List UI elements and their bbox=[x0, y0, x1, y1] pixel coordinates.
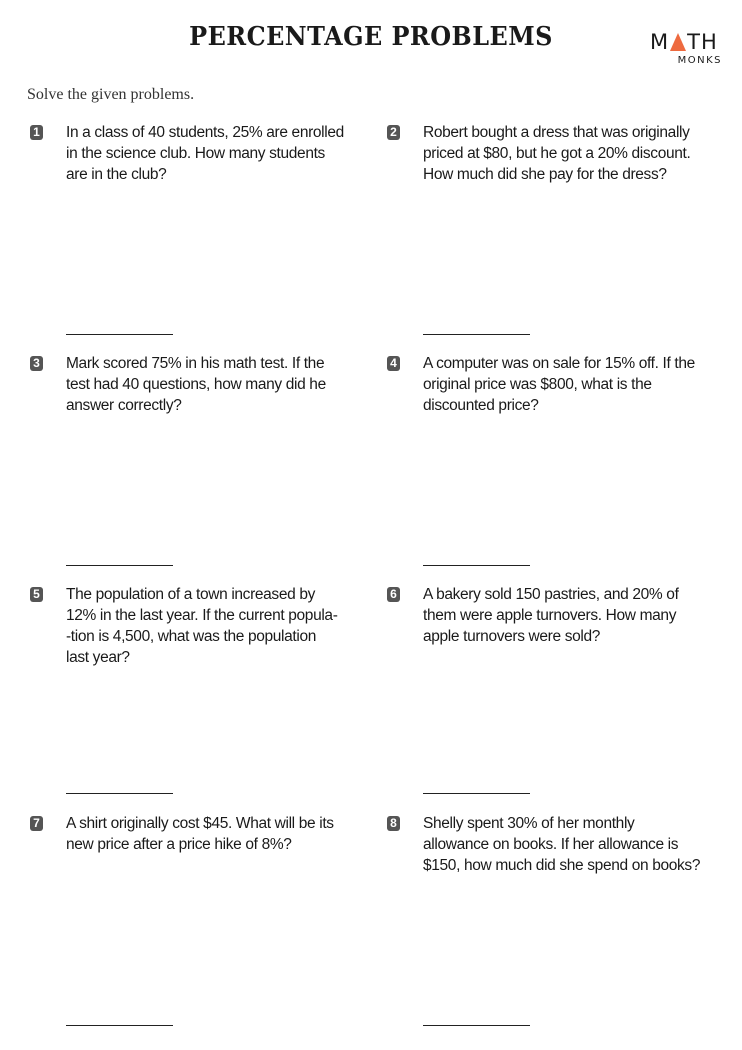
problem-text: A shirt originally cost $45. What will be its new price after a price hike of 8%? bbox=[66, 815, 334, 853]
instructions: Solve the given problems. bbox=[27, 86, 195, 103]
problem-number-badge: 2 bbox=[387, 125, 400, 140]
problem-number-badge: 4 bbox=[387, 356, 400, 371]
page-title: PERCENTAGE PROBLEMS bbox=[189, 22, 553, 52]
answer-line[interactable] bbox=[423, 565, 530, 566]
problem-number-badge: 8 bbox=[387, 816, 400, 831]
problem-text: Shelly spent 30% of her monthly allowance on books. If her allowance is $150, how much did she spend on books? bbox=[423, 815, 701, 874]
problem-text: In a class of 40 students, 25% are enrolled in the science club. How many students are in the club? bbox=[66, 124, 344, 183]
math-monks-logo bbox=[650, 30, 724, 66]
problem-text: The population of a town increased by 12% in the last year. If the current popula- -tion is 4,500, what was the population last year? bbox=[66, 586, 338, 666]
logo-text: M bbox=[650, 30, 670, 54]
problem-text: A bakery sold 150 pastries, and 20% of them were apple turnovers. How many apple turnovers were sold? bbox=[423, 586, 679, 645]
problem-number-badge: 7 bbox=[30, 816, 43, 831]
answer-line[interactable] bbox=[423, 334, 530, 335]
answer-line[interactable] bbox=[66, 1025, 173, 1026]
logo-text: TH bbox=[687, 30, 718, 54]
answer-line[interactable] bbox=[423, 1025, 530, 1026]
problem-text: Mark scored 75% in his math test. If the test had 40 questions, how many did he answer correctly? bbox=[66, 355, 326, 414]
logo-subtext: MONKS bbox=[677, 55, 722, 66]
answer-line[interactable] bbox=[66, 793, 173, 794]
problem-number-badge: 5 bbox=[30, 587, 43, 602]
problem-text: Robert bought a dress that was originally priced at $80, but he got a 20% discount. How much did she pay for the dress? bbox=[423, 124, 691, 183]
answer-line[interactable] bbox=[423, 793, 530, 794]
problem-number-badge: 6 bbox=[387, 587, 400, 602]
problem-text: A computer was on sale for 15% off. If the original price was $800, what is the discounted price? bbox=[423, 355, 695, 414]
answer-line[interactable] bbox=[66, 565, 173, 566]
answer-line[interactable] bbox=[66, 334, 173, 335]
problem-number-badge: 3 bbox=[30, 356, 43, 371]
problem-number-badge: 1 bbox=[30, 125, 43, 140]
triangle-icon bbox=[670, 33, 686, 51]
